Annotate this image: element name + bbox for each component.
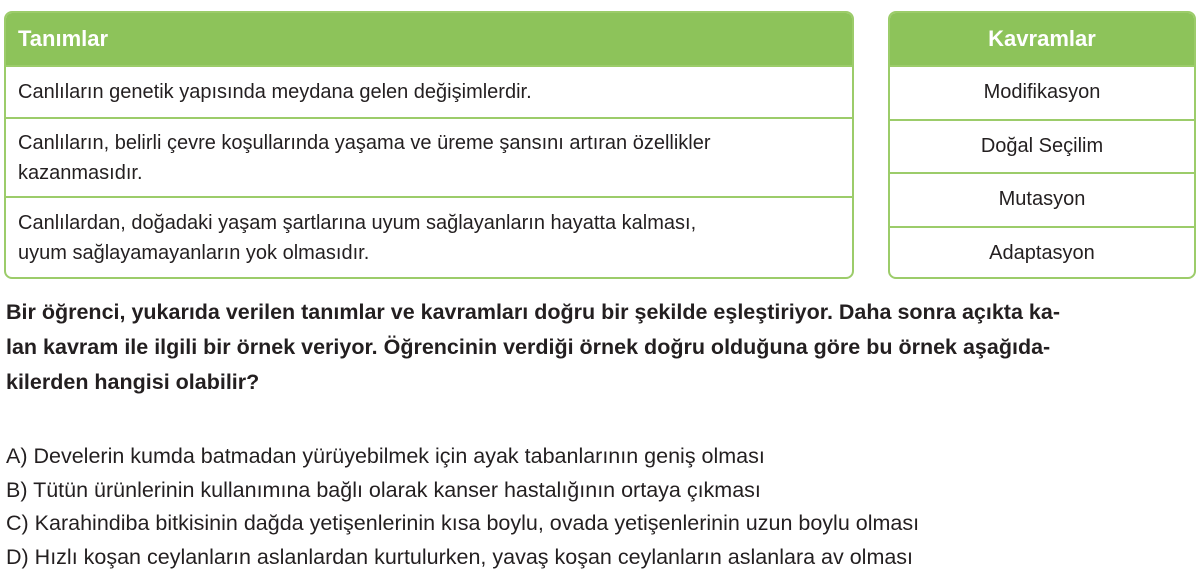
concepts-table (888, 11, 1196, 279)
question-line-2: lan kavram ile ilgili bir örnek veriyor. Öğrencinin verdiği örnek doğru olduğuna göre bu örnek aşağıda- (6, 335, 1051, 359)
option-c[interactable] (6, 507, 1196, 541)
option-d-letter: D) (6, 544, 29, 569)
concept-adaptasyon: Adaptasyon (890, 226, 1194, 280)
definitions-table (4, 11, 854, 279)
definition-2-line-1: Canlıların, belirli çevre koşullarında yaşama ve üreme şansını artıran özellikler (18, 131, 711, 154)
question-line-3: kilerden hangisi olabilir? (6, 370, 260, 394)
definition-row-3 (6, 196, 852, 277)
definition-2-line-2: kazanmasıdır. (18, 161, 143, 184)
option-d-text: Hızlı koşan ceylanların aslanlardan kurtulurken, yavaş koşan ceylanların aslanlara av olması (34, 544, 914, 569)
definition-row-1 (6, 65, 852, 117)
question-line-1: Bir öğrenci, yukarıda verilen tanımlar ve kavramları doğru bir şekilde eşleştiriyor. Daha sonra açıkta ka- (6, 300, 1060, 324)
question-text (6, 295, 1194, 400)
concepts-header: Kavramlar (890, 13, 1194, 65)
option-b-letter: B) (6, 477, 28, 502)
concept-modifikasyon: Modifikasyon (890, 65, 1194, 119)
option-c-letter: C) (6, 511, 29, 535)
option-a[interactable] (6, 440, 1196, 474)
option-b[interactable] (6, 474, 1196, 508)
definition-1-line-1: Canlıların genetik yapısında meydana gelen değişimlerdir. (18, 81, 532, 103)
definition-row-2 (6, 117, 852, 196)
definition-3-line-2: uyum sağlayamayanların yok olmasıdır. (18, 241, 370, 264)
option-d[interactable] (6, 541, 1196, 575)
definitions-header: Tanımlar (6, 13, 852, 65)
concept-dogal-secilim: Doğal Seçilim (890, 119, 1194, 173)
answer-options (6, 440, 1196, 574)
option-b-text: Tütün ürünlerinin kullanımına bağlı olarak kanser hastalığının ortaya çıkması (33, 477, 761, 502)
option-a-letter: A) (6, 444, 28, 468)
concept-mutasyon: Mutasyon (890, 172, 1194, 226)
option-a-text: Develerin kumda batmadan yürüyebilmek için ayak tabanlarının geniş olması (33, 444, 765, 468)
definition-3-line-1: Canlılardan, doğadaki yaşam şartlarına uyum sağlayanların hayatta kalması, (18, 211, 697, 234)
option-c-text: Karahindiba bitkisinin dağda yetişenlerinin kısa boylu, ovada yetişenlerinin uzun boylu olması (34, 511, 920, 535)
